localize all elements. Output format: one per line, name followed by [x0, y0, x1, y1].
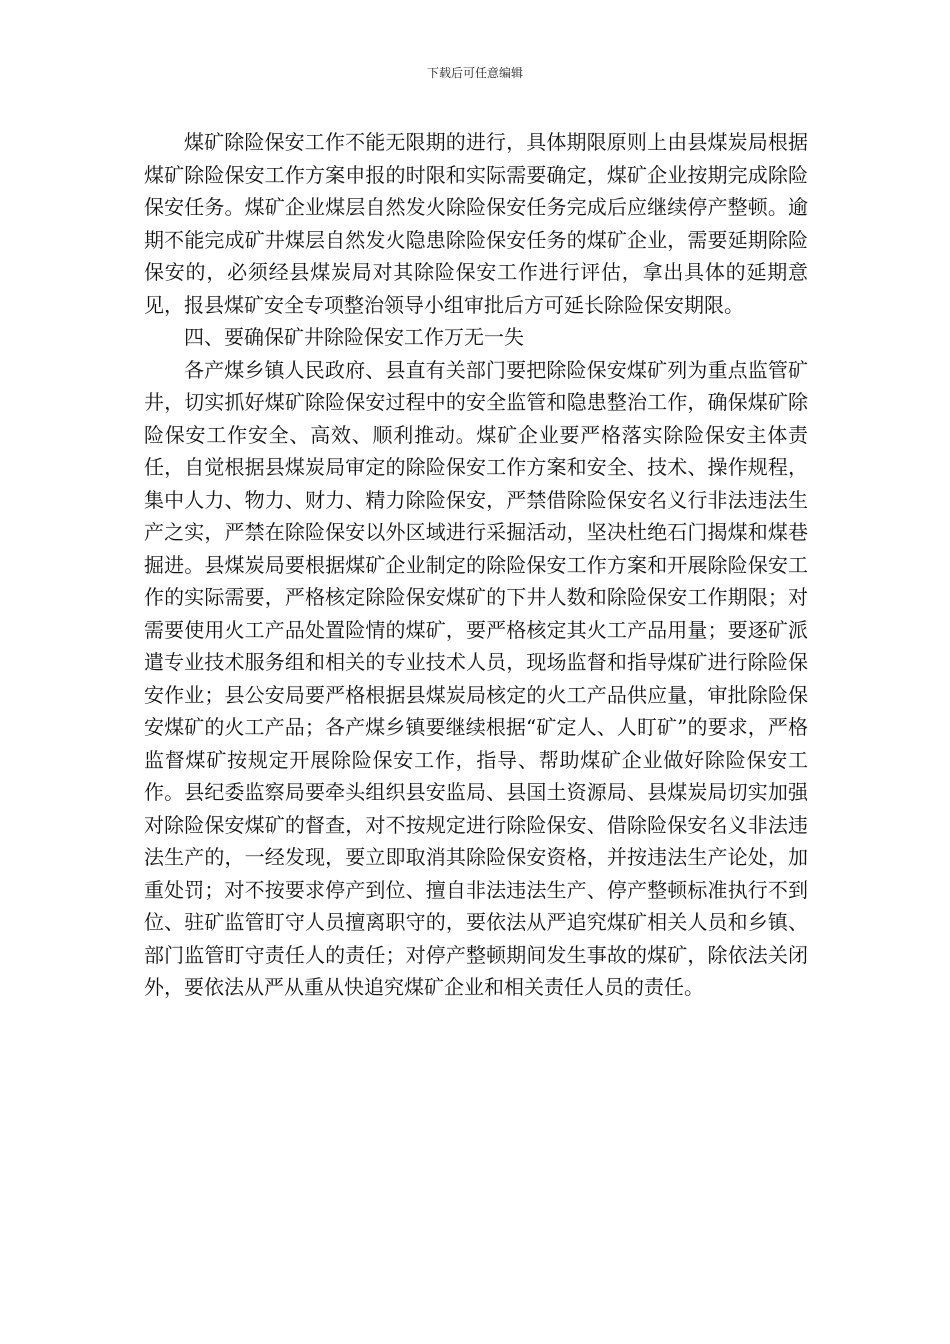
- section-heading-four: 四、要确保矿井除险保安工作万无一失: [184, 325, 524, 349]
- paragraph-extension-period: 煤矿除险保安工作不能无限期的进行，具体期限原则上由县煤炭局根据煤矿除险保安工作方案申报的时限和实际需要确定，煤矿企业按期完成除险保安任务。煤矿企业煤层自然发火除险保安任务完成后应继续停产整顿。逾期不能完成矿井煤层自然发火隐患除险保安任务的煤矿企业，需要延期除险保安的，必须经县煤炭局对其除险保安工作进行评估，拿出具体的延期意见，报县煤矿安全专项整治领导小组审批后方可延长除险保安期限。: [144, 130, 808, 317]
- paragraph-supervision-duties: 各产煤乡镇人民政府、县直有关部门要把除险保安煤矿列为重点监管矿井，切实抓好煤矿除险保安过程中的安全监管和隐患整治工作，确保煤矿除险保安工作安全、高效、顺利推动。煤矿企业要严格落实除险保安主体责任，自觉根据县煤炭局审定的除险保安工作方案和安全、技术、操作规程，集中人力、物力、财力、精力除险保安，严禁借除险保安名义行非法违法生产之实，严禁在除险保安以外区域进行采掘活动，坚决杜绝石门揭煤和煤巷掘进。县煤炭局要根据煤矿企业制定的除险保安工作方案和开展除险保安工作的实际需要，严格核定除险保安煤矿的下井人数和除险保安工作期限；对需要使用火工产品处置险情的煤矿，要严格核定其火工产品用量；要逐矿派遣专业技术服务组和相关的专业技术人员，现场监督和指导煤矿进行除险保安作业；县公安局要严格根据县煤炭局核定的火工产品供应量，审批除险保安煤矿的火工产品；各产煤乡镇要继续根据“矿定人、人盯矿”的要求，严格监督煤矿按规定开展除险保安工作，指导、帮助煤矿企业做好除险保安工作。县纪委监察局要牵头组织县安监局、县国土资源局、县煤炭局切实加强对除险保安煤矿的督查，对不按规定进行除险保安、借除险保安名义非法违法生产的，一经发现，要立即取消其除险保安资格，并按违法生产论处，加重处罚；对不按要求停产到位、擅自非法违法生产、停产整顿标准执行不到位、驻矿监管盯守人员擅离职守的，要依法从严追究煤矿相关人员和乡镇、部门监管盯守责任人的责任；对停产整顿期间发生事故的煤矿，除依法关闭外，要依法从严从重从快追究煤矿企业和相关责任人员的责任。: [144, 357, 808, 999]
- page-header: 下载后可任意编辑: [426, 66, 523, 80]
- document-body: [144, 126, 808, 1004]
